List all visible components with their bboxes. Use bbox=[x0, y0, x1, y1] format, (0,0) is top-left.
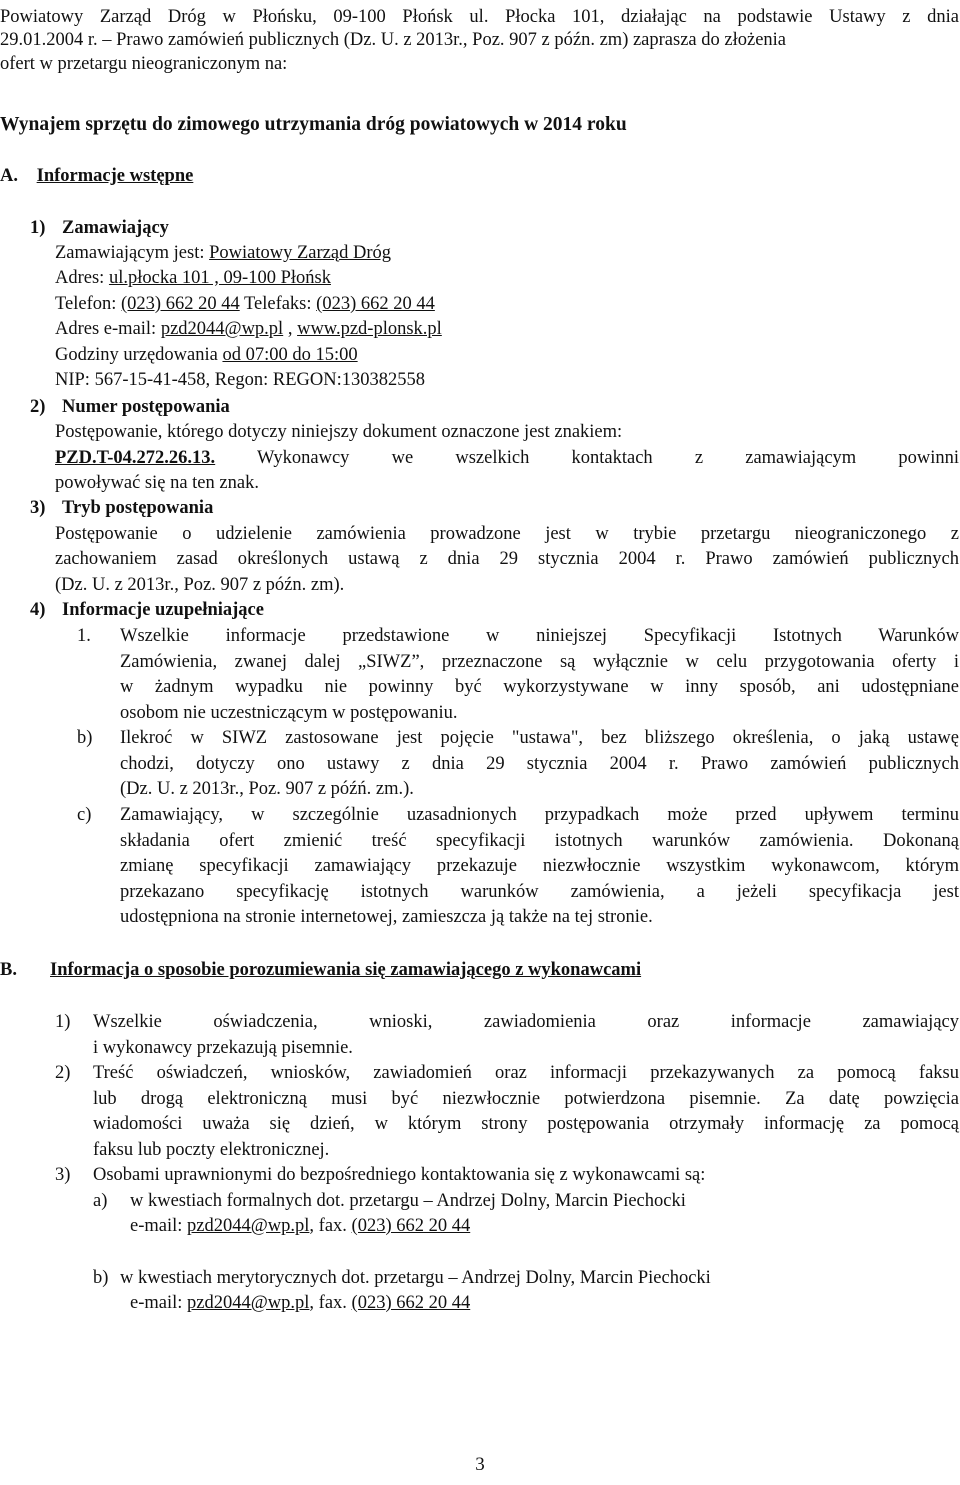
email-line bbox=[55, 318, 442, 340]
item-c-marker: c) bbox=[77, 805, 92, 825]
b3b-email-link[interactable]: pzd2044@wp.pl bbox=[187, 1293, 310, 1313]
b3b-fax-label: , fax. bbox=[309, 1293, 352, 1313]
subsection-2-title: Numer postępowania bbox=[62, 397, 230, 417]
b1-text-2: i wykonawcy przekazują pisemnie. bbox=[93, 1038, 353, 1058]
phone-line bbox=[55, 293, 435, 315]
b3-number: 3) bbox=[55, 1165, 71, 1185]
b3b-fax-value: (023) 662 20 44 bbox=[351, 1293, 471, 1313]
email-label: Adres e-mail: bbox=[55, 319, 161, 339]
b2-text-2: lub drogą elektroniczną musi być niezwłocznie potwierdzona pisemnie. Za datę powzięcia bbox=[93, 1089, 959, 1109]
website-link[interactable]: www.pzd-plonsk.pl bbox=[297, 319, 442, 339]
b3b-marker: b) bbox=[93, 1268, 109, 1288]
b3a-fax-value: (023) 662 20 44 bbox=[351, 1216, 471, 1236]
b1-text-1: Wszelkie oświadczenia, wnioski, zawiadomienia oraz informacje zamawiający bbox=[93, 1012, 959, 1032]
procedure-text-2 bbox=[55, 447, 959, 469]
section-a-title: Informacje wstępne bbox=[36, 166, 194, 186]
phone-label: Telefon: bbox=[55, 294, 121, 314]
subsection-1-number: 1) bbox=[30, 218, 46, 238]
subsection-3-number: 3) bbox=[30, 498, 46, 518]
subsection-4-number: 4) bbox=[30, 600, 46, 620]
item-c-text-5: udostępniona na stronie internetowej, zamieszcza ją także na tej stronie. bbox=[120, 907, 653, 927]
item-b-text-1: Ilekroć w SIWZ zastosowane jest pojęcie "ustawa", bez bliższego określenia, o jaką ustawę bbox=[120, 728, 959, 748]
subsection-3-title: Tryb postępowania bbox=[62, 498, 214, 518]
orderer-name-line bbox=[55, 242, 391, 264]
section-b-heading bbox=[0, 959, 642, 981]
office-hours-value: od 07:00 do 15:00 bbox=[222, 345, 358, 365]
b3a-contact bbox=[130, 1215, 470, 1237]
section-b-letter: B. bbox=[0, 960, 17, 980]
fax-label: Telefaks: bbox=[239, 294, 317, 314]
procedure-text-3: powoływać się na ten znak. bbox=[55, 473, 259, 493]
item-1-text-3: w żadnym wypadku nie powinny być wykorzystywane w inny sposób, ani udostępniane bbox=[120, 677, 959, 697]
address-label: Adres: bbox=[55, 268, 109, 288]
section-a-heading bbox=[0, 165, 193, 187]
item-b-text-2: chodzi, dotyczy ono ustawy z dnia 29 stycznia 2004 r. Prawo zamówień publicznych bbox=[120, 754, 959, 774]
b3a-text: w kwestiach formalnych dot. przetargu – Andrzej Dolny, Marcin Piechocki bbox=[130, 1191, 686, 1211]
procedure-code: PZD.T-04.272.26.13. bbox=[55, 448, 216, 468]
subsection-1-title: Zamawiający bbox=[62, 218, 169, 238]
item-1-marker: 1. bbox=[77, 626, 91, 646]
procedure-text-1: Postępowanie, którego dotyczy niniejszy dokument oznaczone jest znakiem: bbox=[55, 422, 623, 442]
subsection-2-number: 2) bbox=[30, 397, 46, 417]
b3b-text: w kwestiach merytorycznych dot. przetargu – Andrzej Dolny, Marcin Piechocki bbox=[120, 1268, 711, 1288]
item-b-marker: b) bbox=[77, 728, 93, 748]
mode-text-2: zachowaniem zasad określonych ustawą z dnia 29 stycznia 2004 r. Prawo zamówień publicznych bbox=[55, 549, 959, 569]
procedure-text-2-rest: Wykonawcy we wszelkich kontaktach z zamawiającym powinni bbox=[215, 448, 959, 468]
item-c-text-1: Zamawiający, w szczególnie uzasadnionych przypadkach może przed upływem terminu bbox=[120, 805, 959, 825]
b3a-email-link[interactable]: pzd2044@wp.pl bbox=[187, 1216, 310, 1236]
b2-text-3: wiadomości uważa się dzień, w którym strony postępowania otrzymały informację za pomocą bbox=[93, 1114, 959, 1134]
intro-line-1: Powiatowy Zarząd Dróg w Płońsku, 09-100 Płońsk ul. Płocka 101, działając na podstawie Ustawy z dnia bbox=[0, 7, 959, 27]
phone-value: (023) 662 20 44 bbox=[121, 294, 240, 314]
intro-line-2: 29.01.2004 r. – Prawo zamówień publicznych (Dz. U. z 2013r., Poz. 907 z późn. zm) zaprasza do złożenia bbox=[0, 30, 787, 50]
email-separator: , bbox=[283, 319, 298, 339]
orderer-name-label: Zamawiającym jest: bbox=[55, 243, 210, 263]
orderer-name-value: Powiatowy Zarząd Dróg bbox=[209, 243, 391, 263]
fax-value: (023) 662 20 44 bbox=[316, 294, 435, 314]
item-b-text-3: (Dz. U. z 2013r., Poz. 907 z późń. zm.). bbox=[120, 779, 414, 799]
b1-number: 1) bbox=[55, 1012, 71, 1032]
b2-text-1: Treść oświadczeń, wniosków, zawiadomień oraz informacji przekazywanych za pomocą faksu bbox=[93, 1063, 959, 1083]
subsection-2-heading bbox=[30, 396, 230, 418]
subsection-3-heading bbox=[30, 497, 213, 519]
b3b-email-label: e-mail: bbox=[130, 1293, 188, 1313]
mode-text-3: (Dz. U. z 2013r., Poz. 907 z późn. zm). bbox=[55, 575, 345, 595]
office-hours-line bbox=[55, 344, 358, 366]
nip-regon-line: NIP: 567-15-41-458, Regon: REGON:130382558 bbox=[55, 370, 425, 390]
item-1-text-1: Wszelkie informacje przedstawione w niniejszej Specyfikacji Istotnych Warunków bbox=[120, 626, 959, 646]
b3a-fax-label: , fax. bbox=[309, 1216, 352, 1236]
b2-text-4: faksu lub poczty elektronicznej. bbox=[93, 1140, 330, 1160]
item-c-text-2: składania ofert zmienić treść specyfikacji istotnych warunków zamówienia. Dokonaną bbox=[120, 831, 959, 851]
page-number: 3 bbox=[475, 1454, 485, 1475]
section-a-letter: A. bbox=[0, 166, 18, 186]
item-1-text-4: osobom nie uczestniczącym w postępowaniu. bbox=[120, 703, 458, 723]
office-hours-label: Godziny urzędowania bbox=[55, 345, 223, 365]
b3-text-1: Osobami uprawnionymi do bezpośredniego kontaktowania się z wykonawcami są: bbox=[93, 1165, 706, 1185]
b2-number: 2) bbox=[55, 1063, 71, 1083]
b3a-email-label: e-mail: bbox=[130, 1216, 188, 1236]
subsection-4-title: Informacje uzupełniające bbox=[62, 600, 264, 620]
mode-text-1: Postępowanie o udzielenie zamówienia prowadzone jest w trybie przetargu nieograniczonego z bbox=[55, 524, 959, 544]
document-title: Wynajem sprzętu do zimowego utrzymania dróg powiatowych w 2014 roku bbox=[0, 114, 627, 135]
address-line bbox=[55, 267, 331, 289]
item-1-text-2: Zamówienia, zwanej dalej „SIWZ”, przeznaczone są wyłącznie w celu przygotowania oferty i bbox=[120, 652, 959, 672]
subsection-1-heading bbox=[30, 217, 169, 239]
subsection-4-heading bbox=[30, 599, 264, 621]
b3b-contact bbox=[130, 1292, 470, 1314]
section-b-title: Informacja o sposobie porozumiewania się zamawiającego z wykonawcami bbox=[50, 960, 642, 980]
intro-line-3: ofert w przetargu nieograniczonym na: bbox=[0, 54, 288, 74]
address-value: ul.płocka 101 , 09-100 Płońsk bbox=[108, 268, 331, 288]
item-c-text-3: zmianę specyfikacji zamawiający przekazuje niezwłocznie wszystkim wykonawcom, którym bbox=[120, 856, 959, 876]
email-link[interactable]: pzd2044@wp.pl bbox=[160, 319, 284, 339]
item-c-text-4: przekazano specyfikację istotnych warunków zamówienia, a jeżeli specyfikacja jest bbox=[120, 882, 959, 902]
b3a-marker: a) bbox=[93, 1191, 108, 1211]
